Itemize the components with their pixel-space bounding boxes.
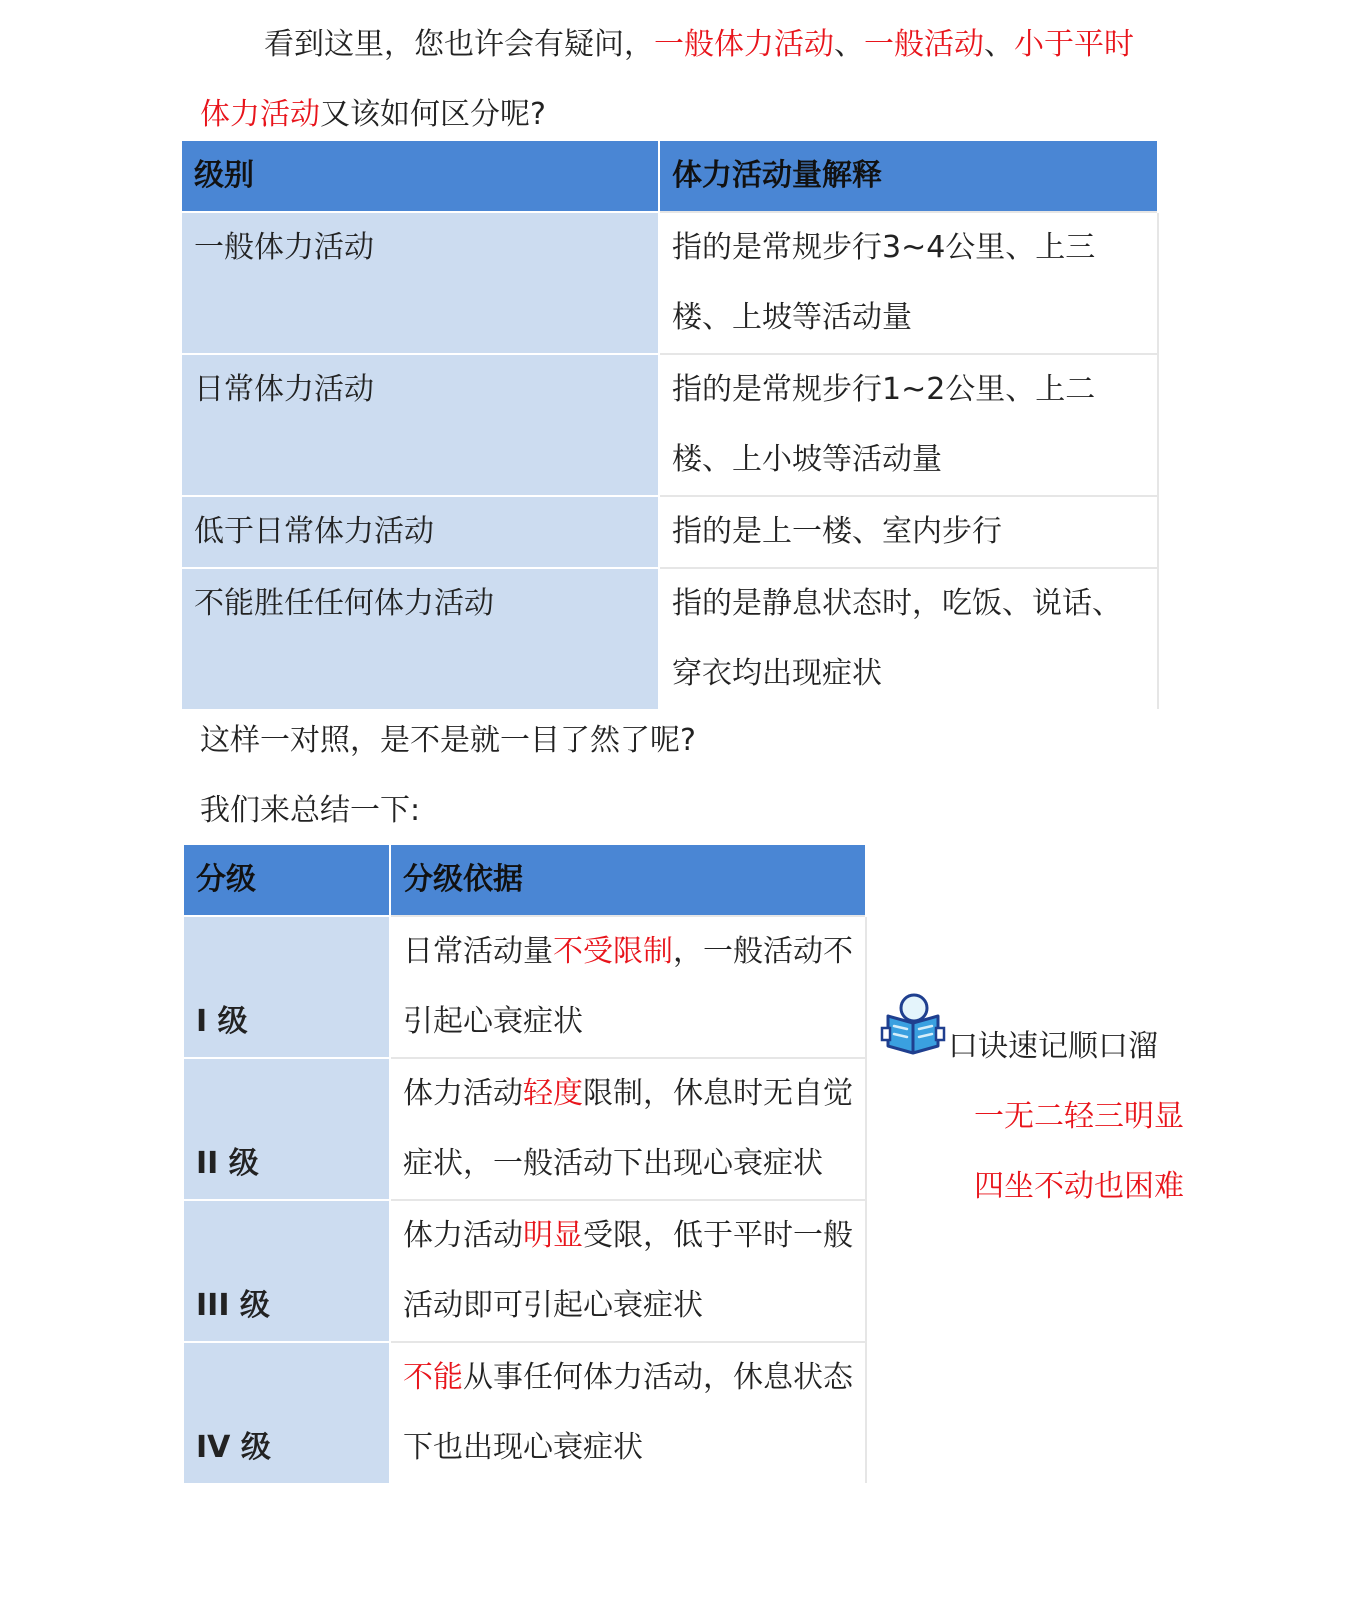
intro-paragraph xyxy=(200,10,1160,150)
table-row xyxy=(184,916,866,1058)
activity-level: 一般体力活动 xyxy=(182,212,659,354)
basis-text: 日常活动量 xyxy=(403,934,553,969)
grade-basis xyxy=(390,916,866,1058)
grade-level: II 级 xyxy=(184,1058,390,1200)
table-row xyxy=(184,1200,866,1342)
grade-level: I 级 xyxy=(184,916,390,1058)
intro-highlight-3: 小于平时体力活动 xyxy=(200,27,1134,132)
intro-highlight-1: 一般体力活动 xyxy=(654,27,834,62)
grade-level: IV 级 xyxy=(184,1342,390,1483)
table-row xyxy=(184,1058,866,1200)
intro-prefix: 看到这里，您也许会有疑问， xyxy=(264,27,654,62)
activity-desc: 指的是常规步行3~4公里、上三楼、上坡等活动量 xyxy=(659,212,1158,354)
intro-highlight-2: 一般活动 xyxy=(864,27,984,62)
table-row xyxy=(182,354,1158,496)
grade-basis xyxy=(390,1342,866,1483)
basis-highlight: 明显 xyxy=(523,1218,583,1253)
basis-text: 限制，休息时无自觉症状，一般活动下出现心衰症状 xyxy=(403,1076,853,1181)
mnemonic-line-1: 一无二轻三明显 xyxy=(974,1099,1184,1134)
activity-level: 日常体力活动 xyxy=(182,354,659,496)
intro-sep-2: 、 xyxy=(984,27,1014,62)
activity-table-header xyxy=(182,141,1158,212)
summary-text: 我们来总结一下: xyxy=(200,793,421,828)
compare-text: 这样一对照，是不是就一目了然了呢? xyxy=(200,723,696,758)
activity-level: 不能胜任任何体力活动 xyxy=(182,568,659,709)
grade-level: III 级 xyxy=(184,1200,390,1342)
mnemonic-title: 口诀速记顺口溜 xyxy=(948,1029,1158,1064)
basis-text: 体力活动 xyxy=(403,1076,523,1111)
activity-desc: 指的是常规步行1~2公里、上二楼、上小坡等活动量 xyxy=(659,354,1158,496)
header-grade: 分级 xyxy=(184,845,390,916)
activity-table xyxy=(182,141,1159,709)
basis-text: 体力活动 xyxy=(403,1218,523,1253)
activity-desc: 指的是上一楼、室内步行 xyxy=(659,496,1158,568)
mnemonic-line-2: 四坐不动也困难 xyxy=(974,1169,1184,1204)
grade-table-header xyxy=(184,845,866,916)
activity-level: 低于日常体力活动 xyxy=(182,496,659,568)
intro-suffix: 又该如何区分呢? xyxy=(320,97,546,132)
book-reader-icon xyxy=(880,990,946,1056)
header-explanation: 体力活动量解释 xyxy=(659,141,1158,212)
basis-highlight: 不受限制 xyxy=(553,934,673,969)
basis-highlight: 不能 xyxy=(403,1360,463,1395)
intro-sep-1: 、 xyxy=(834,27,864,62)
table-row xyxy=(184,1342,866,1483)
table-row xyxy=(182,212,1158,354)
basis-text: 受限，低于平时一般活动即可引起心衰症状 xyxy=(403,1218,853,1323)
grade-table xyxy=(184,845,867,1483)
grade-basis xyxy=(390,1200,866,1342)
basis-highlight: 轻度 xyxy=(523,1076,583,1111)
grade-basis xyxy=(390,1058,866,1200)
header-basis: 分级依据 xyxy=(390,845,866,916)
header-level: 级别 xyxy=(182,141,659,212)
basis-text: ，一般活动不引起心衰症状 xyxy=(403,934,853,1039)
table-row xyxy=(182,496,1158,568)
basis-text: 从事任何体力活动，休息状态下也出现心衰症状 xyxy=(403,1360,853,1465)
activity-desc: 指的是静息状态时，吃饭、说话、穿衣均出现症状 xyxy=(659,568,1158,709)
table-row xyxy=(182,568,1158,709)
